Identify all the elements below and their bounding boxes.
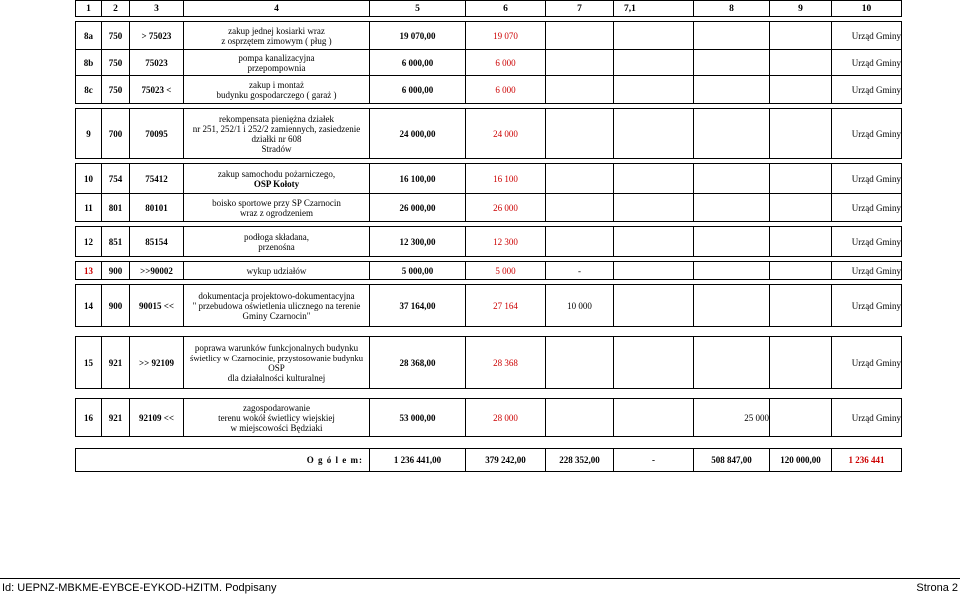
dzial-cell: 700	[102, 109, 130, 159]
budget-cell: 6 000	[466, 50, 546, 76]
total-cell: 12 300,00	[370, 227, 466, 257]
lp-cell: 14	[76, 285, 102, 327]
table-row	[76, 337, 902, 389]
table-row	[76, 164, 902, 194]
rozdzial-cell: 75412	[130, 164, 184, 194]
description-cell: zakup jednej kosiarki wraz z osprzętem zimowym ( pług )	[184, 22, 370, 50]
total-c71: -	[614, 449, 694, 472]
other-cell	[546, 76, 614, 104]
lp-cell: 12	[76, 227, 102, 257]
budget-cell: 6 000	[466, 76, 546, 104]
dzial-cell: 750	[102, 22, 130, 50]
unit-cell: Urząd Gminy	[832, 262, 902, 280]
total-cell: 53 000,00	[370, 399, 466, 437]
description-cell: zakup samochodu pożarniczego, OSP Kołoty	[184, 164, 370, 194]
rozdzial-cell: 90015 <<	[130, 285, 184, 327]
misc-cell	[614, 227, 694, 257]
budget-cell: 26 000	[466, 194, 546, 222]
unit-cell: Urząd Gminy	[832, 337, 902, 389]
other-cell	[546, 399, 614, 437]
description-cell: wykup udziałów	[184, 262, 370, 280]
rozdzial-cell: 75023	[130, 50, 184, 76]
description-cell: rekompensata pieniężna działek nr 251, 252/1 i 252/2 zamiennych, zasiedzenie działki nr 608 Stradów	[184, 109, 370, 159]
total-cell: 24 000,00	[370, 109, 466, 159]
budget-cell: 28 000	[466, 399, 546, 437]
total-c6: 379 242,00	[466, 449, 546, 472]
extra-cell	[694, 262, 770, 280]
misc-cell	[614, 22, 694, 50]
description-cell: pompa kanalizacyjna przepompownia	[184, 50, 370, 76]
total-cell: 28 368,00	[370, 337, 466, 389]
dzial-cell: 754	[102, 164, 130, 194]
budget-cell: 19 070	[466, 22, 546, 50]
lp-cell: 9	[76, 109, 102, 159]
description-cell: dokumentacja projektowo-dokumentacyjna " przebudowa oświetlenia ulicznego na terenie Gminy Czarnocin"	[184, 285, 370, 327]
dzial-cell: 921	[102, 399, 130, 437]
other-cell	[546, 194, 614, 222]
dzial-cell: 851	[102, 227, 130, 257]
description-cell: boisko sportowe przy SP Czarnocin wraz z ogrodzeniem	[184, 194, 370, 222]
footer-page-number: Strona 2	[916, 582, 958, 594]
lp-cell: 10	[76, 164, 102, 194]
header-cell: 3	[130, 1, 184, 17]
total-c10: 1 236 441	[832, 449, 902, 472]
unit-cell: Urząd Gminy	[832, 164, 902, 194]
lp-cell: 8a	[76, 22, 102, 50]
lp-cell: 13	[76, 262, 102, 280]
total-cell: 5 000,00	[370, 262, 466, 280]
total-c8: 508 847,00	[694, 449, 770, 472]
extra-cell	[694, 22, 770, 50]
extra-cell	[694, 337, 770, 389]
budget-cell: 16 100	[466, 164, 546, 194]
table-row	[76, 50, 902, 76]
total-row	[76, 449, 902, 472]
rozdzial-cell: 80101	[130, 194, 184, 222]
header-cell: 10	[832, 1, 902, 17]
other-cell	[546, 109, 614, 159]
other-cell	[546, 22, 614, 50]
total-cell: 6 000,00	[370, 50, 466, 76]
header-cell: 8	[694, 1, 770, 17]
dzial-cell: 900	[102, 285, 130, 327]
header-cell: 2	[102, 1, 130, 17]
other-cell	[546, 337, 614, 389]
total-c5: 1 236 441,00	[370, 449, 466, 472]
other-cell	[546, 227, 614, 257]
misc-cell	[614, 76, 694, 104]
misc-cell	[614, 109, 694, 159]
extra-cell	[694, 50, 770, 76]
rozdzial-cell: 70095	[130, 109, 184, 159]
table-row	[76, 194, 902, 222]
total-c9: 120 000,00	[770, 449, 832, 472]
lp-cell: 8c	[76, 76, 102, 104]
rozdzial-cell: >>90002	[130, 262, 184, 280]
description-cell: zagospodarowanie terenu wokół świetlicy wiejskiej w miejscowości Będziaki	[184, 399, 370, 437]
misc-cell	[614, 50, 694, 76]
rozdzial-cell: 75023 <	[130, 76, 184, 104]
unit-cell: Urząd Gminy	[832, 50, 902, 76]
unit-cell: Urząd Gminy	[832, 285, 902, 327]
total-cell: 16 100,00	[370, 164, 466, 194]
unit-cell: Urząd Gminy	[832, 399, 902, 437]
header-cell: 4	[184, 1, 370, 17]
total-label: O g ó l e m:	[76, 449, 370, 472]
table-row	[76, 262, 902, 280]
budget-cell: 12 300	[466, 227, 546, 257]
header-cell: 9	[770, 1, 832, 17]
total-cell: 37 164,00	[370, 285, 466, 327]
extra-cell	[694, 227, 770, 257]
unit-cell: Urząd Gminy	[832, 194, 902, 222]
budget-cell: 27 164	[466, 285, 546, 327]
other-cell: 10 000	[546, 285, 614, 327]
total-c7: 228 352,00	[546, 449, 614, 472]
description-cell: poprawa warunków funkcjonalnych budynku świetlicy w Czarnocinie, przystosowanie budynku OSP dla działalności kulturalnej	[184, 337, 370, 389]
budget-cell: 24 000	[466, 109, 546, 159]
lp-cell: 16	[76, 399, 102, 437]
header-row	[76, 1, 902, 17]
extra-cell	[694, 194, 770, 222]
total-cell: 26 000,00	[370, 194, 466, 222]
extra-cell	[694, 164, 770, 194]
rozdzial-cell: > 75023	[130, 22, 184, 50]
header-cell: 7,1	[614, 1, 694, 17]
misc-cell	[614, 164, 694, 194]
footer-divider	[0, 578, 960, 579]
description-cell: podłoga składana, przenośna	[184, 227, 370, 257]
unit-cell: Urząd Gminy	[832, 76, 902, 104]
other-cell: -	[546, 262, 614, 280]
unit-cell: Urząd Gminy	[832, 109, 902, 159]
rozdzial-cell: 85154	[130, 227, 184, 257]
description-cell: zakup i montaż budynku gospodarczego ( garaż )	[184, 76, 370, 104]
footer-document-id: Id: UEPNZ-MBKME-EYBCE-EYKOD-HZITM. Podpisany	[2, 582, 277, 594]
rozdzial-cell: >> 92109	[130, 337, 184, 389]
extra-cell	[694, 109, 770, 159]
budget-cell: 28 368	[466, 337, 546, 389]
extra-cell: 25 000	[694, 399, 770, 437]
unit-cell: Urząd Gminy	[832, 227, 902, 257]
table-row	[76, 227, 902, 257]
header-cell: 5	[370, 1, 466, 17]
dzial-cell: 750	[102, 50, 130, 76]
dzial-cell: 921	[102, 337, 130, 389]
misc-cell	[614, 399, 694, 437]
header-cell: 6	[466, 1, 546, 17]
budget-table	[75, 0, 902, 472]
budget-cell: 5 000	[466, 262, 546, 280]
lp-cell: 15	[76, 337, 102, 389]
table-row	[76, 399, 902, 437]
misc-cell	[614, 337, 694, 389]
unit-cell: Urząd Gminy	[832, 22, 902, 50]
table-row	[76, 76, 902, 104]
lp-cell: 8b	[76, 50, 102, 76]
misc-cell	[614, 194, 694, 222]
table-row	[76, 285, 902, 327]
total-cell: 6 000,00	[370, 76, 466, 104]
header-cell: 1	[76, 1, 102, 17]
extra-cell	[694, 285, 770, 327]
misc-cell	[614, 262, 694, 280]
table-row	[76, 22, 902, 50]
misc-cell	[614, 285, 694, 327]
other-cell	[546, 50, 614, 76]
extra-cell	[694, 76, 770, 104]
rozdzial-cell: 92109 <<	[130, 399, 184, 437]
dzial-cell: 750	[102, 76, 130, 104]
table-row	[76, 109, 902, 159]
dzial-cell: 801	[102, 194, 130, 222]
header-cell: 7	[546, 1, 614, 17]
other-cell	[546, 164, 614, 194]
dzial-cell: 900	[102, 262, 130, 280]
total-cell: 19 070,00	[370, 22, 466, 50]
lp-cell: 11	[76, 194, 102, 222]
